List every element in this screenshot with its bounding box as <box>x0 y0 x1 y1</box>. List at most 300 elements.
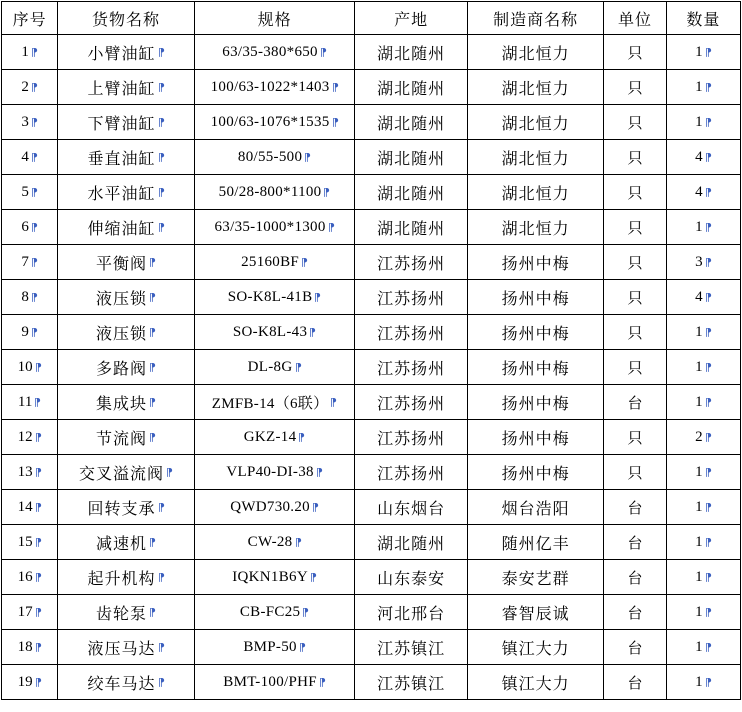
cell-name-text: 回转支承 <box>87 498 156 518</box>
cell-name <box>58 455 195 490</box>
cell-spec-text: 100/63-1022*1403 <box>210 79 330 95</box>
cell-origin <box>355 35 467 70</box>
table-row <box>2 665 741 700</box>
cell-qty-text: 1 <box>695 44 703 60</box>
table-row <box>2 315 741 350</box>
cell-spec <box>194 665 355 700</box>
cell-qty-text: 1 <box>695 499 703 515</box>
cell-name <box>58 280 195 315</box>
paragraph-end-mark-icon: ¶ <box>311 501 319 514</box>
cell-maker <box>467 665 604 700</box>
cell-unit-text: 只 <box>627 218 643 237</box>
cell-spec <box>194 175 355 210</box>
cell-maker <box>467 210 604 245</box>
paragraph-end-mark-icon: ¶ <box>157 640 165 654</box>
cell-qty <box>666 490 740 525</box>
cell-name-text: 减速机 <box>95 533 147 553</box>
cell-name-text: 起升机构 <box>87 568 156 588</box>
cell-origin-text: 湖北随州 <box>377 113 446 133</box>
paragraph-end-mark-icon: ¶ <box>318 676 326 689</box>
cell-unit-text: 只 <box>627 43 643 62</box>
paragraph-end-mark-icon: ¶ <box>704 326 712 339</box>
cell-name <box>58 525 195 560</box>
cell-maker <box>467 175 604 210</box>
cell-origin <box>355 175 467 210</box>
cell-seq-text: 13 <box>17 464 33 480</box>
cell-maker <box>467 245 604 280</box>
cell-origin-text: 山东烟台 <box>377 498 446 518</box>
cell-name <box>58 560 195 595</box>
header-row <box>2 2 741 35</box>
paragraph-end-mark-icon: ¶ <box>704 361 712 374</box>
paragraph-end-mark-icon: ¶ <box>704 536 712 549</box>
paragraph-end-mark-icon: ¶ <box>30 116 38 129</box>
cell-seq <box>2 105 58 140</box>
cell-maker <box>467 490 604 525</box>
cell-unit-text: 只 <box>627 463 643 482</box>
cell-seq <box>2 315 58 350</box>
cell-qty <box>666 280 740 315</box>
cell-qty-text: 1 <box>695 674 703 690</box>
cell-spec-text: CB-FC25 <box>239 604 301 620</box>
column-header-maker-label: 制造商名称 <box>493 9 579 29</box>
cell-spec <box>194 105 355 140</box>
paragraph-end-mark-icon: ¶ <box>157 570 165 584</box>
column-header-unit <box>604 2 666 35</box>
cell-origin-text: 湖北随州 <box>377 218 446 238</box>
cell-maker <box>467 630 604 665</box>
cell-name <box>58 595 195 630</box>
cell-origin <box>355 385 467 420</box>
cell-maker-text: 烟台浩阳 <box>501 498 570 518</box>
column-header-origin-label: 产地 <box>394 9 429 29</box>
cell-spec <box>194 420 355 455</box>
cell-name-text: 下臂油缸 <box>87 113 156 133</box>
cell-seq <box>2 35 58 70</box>
cell-unit <box>604 175 666 210</box>
cell-spec <box>194 315 355 350</box>
paragraph-end-mark-icon: ¶ <box>34 501 42 514</box>
cell-qty-text: 1 <box>695 569 703 585</box>
cell-origin <box>355 315 467 350</box>
cell-origin <box>355 245 467 280</box>
cell-name <box>58 245 195 280</box>
cell-qty <box>666 595 740 630</box>
cell-seq <box>2 350 58 385</box>
paragraph-end-mark-icon: ¶ <box>704 641 712 654</box>
cell-origin <box>355 490 467 525</box>
cell-name <box>58 665 195 700</box>
cell-spec-text: BMT-100/PHF <box>223 674 317 690</box>
cell-origin <box>355 595 467 630</box>
cell-unit-text: 台 <box>627 393 643 412</box>
paragraph-end-mark-icon: ¶ <box>149 605 156 619</box>
cell-spec-text: BMP-50 <box>243 639 297 655</box>
cell-seq <box>2 420 58 455</box>
paragraph-end-mark-icon: ¶ <box>331 116 339 129</box>
paragraph-end-mark-icon: ¶ <box>34 606 42 619</box>
cell-maker-text: 镇江大力 <box>501 673 570 693</box>
paragraph-end-mark-icon: ¶ <box>157 150 165 164</box>
cell-seq-text: 4 <box>21 149 29 165</box>
cell-spec <box>194 560 355 595</box>
cell-spec-text: SO-K8L-41B <box>227 289 313 305</box>
column-header-name-label: 货物名称 <box>91 9 160 29</box>
cell-qty-text: 3 <box>695 254 703 270</box>
cell-name <box>58 630 195 665</box>
paragraph-end-mark-icon: ¶ <box>314 291 322 304</box>
cell-maker-text: 扬州中梅 <box>501 288 570 308</box>
cell-spec <box>194 210 355 245</box>
cell-origin-text: 江苏镇江 <box>377 673 446 693</box>
cell-name-text: 多路阀 <box>95 358 147 378</box>
cell-name <box>58 315 195 350</box>
cell-maker-text: 泰安艺群 <box>501 568 570 588</box>
table-row <box>2 385 741 420</box>
cell-name <box>58 210 195 245</box>
cell-origin-text: 湖北随州 <box>377 148 446 168</box>
cell-qty <box>666 315 740 350</box>
paragraph-end-mark-icon: ¶ <box>149 290 156 304</box>
cell-unit-text: 只 <box>627 78 643 97</box>
cell-maker <box>467 140 604 175</box>
cell-maker <box>467 280 604 315</box>
cell-qty <box>666 105 740 140</box>
paragraph-end-mark-icon: ¶ <box>327 221 335 234</box>
cell-seq <box>2 385 58 420</box>
cell-spec <box>194 525 355 560</box>
table-row <box>2 105 741 140</box>
cell-spec-text: 63/35-380*650 <box>222 44 318 60</box>
cell-qty <box>666 560 740 595</box>
cell-seq-text: 11 <box>17 394 33 410</box>
paragraph-end-mark-icon: ¶ <box>34 431 42 444</box>
paragraph-end-mark-icon: ¶ <box>34 536 42 549</box>
cell-seq <box>2 525 58 560</box>
cell-name-text: 绞车马达 <box>87 673 156 693</box>
paragraph-end-mark-icon: ¶ <box>157 80 165 94</box>
cell-seq <box>2 595 58 630</box>
cell-spec-text: GKZ-14 <box>243 429 297 445</box>
table-row <box>2 140 741 175</box>
cell-seq <box>2 280 58 315</box>
cell-name <box>58 35 195 70</box>
cell-name-text: 液压锁 <box>95 323 147 343</box>
cell-unit <box>604 70 666 105</box>
cell-origin-text: 湖北随州 <box>377 43 446 63</box>
cell-seq <box>2 140 58 175</box>
cell-unit-text: 只 <box>627 113 643 132</box>
cell-origin-text: 江苏扬州 <box>377 253 446 273</box>
cell-name <box>58 420 195 455</box>
cell-qty-text: 1 <box>695 604 703 620</box>
cell-seq-text: 16 <box>17 569 33 585</box>
cell-qty <box>666 630 740 665</box>
paragraph-end-mark-icon: ¶ <box>34 466 42 479</box>
cell-name <box>58 105 195 140</box>
cell-seq <box>2 70 58 105</box>
cell-maker <box>467 560 604 595</box>
paragraph-end-mark-icon: ¶ <box>301 256 309 269</box>
paragraph-end-mark-icon: ¶ <box>323 186 331 199</box>
cell-unit-text: 只 <box>627 253 643 272</box>
cell-qty-text: 2 <box>695 429 703 445</box>
cell-spec-text: 25160BF <box>241 254 300 270</box>
paragraph-end-mark-icon: ¶ <box>34 676 42 689</box>
cell-maker-text: 扬州中梅 <box>501 463 570 483</box>
cell-origin-text: 江苏镇江 <box>377 638 446 658</box>
cell-name <box>58 490 195 525</box>
paragraph-end-mark-icon: ¶ <box>30 256 38 269</box>
cell-spec-text: QWD730.20 <box>230 499 310 515</box>
cell-name-text: 垂直油缸 <box>87 148 156 168</box>
cell-origin <box>355 665 467 700</box>
cell-seq-text: 18 <box>17 639 33 655</box>
cell-maker <box>467 315 604 350</box>
cell-name-text: 交叉溢流阀 <box>78 463 164 483</box>
cell-maker <box>467 455 604 490</box>
cell-origin <box>355 140 467 175</box>
cell-maker-text: 扬州中梅 <box>501 393 570 413</box>
cell-spec <box>194 245 355 280</box>
cell-maker-text: 湖北恒力 <box>501 43 570 63</box>
cell-name <box>58 70 195 105</box>
cell-origin-text: 湖北随州 <box>377 183 446 203</box>
paragraph-end-mark-icon: ¶ <box>166 465 173 479</box>
cell-maker <box>467 420 604 455</box>
column-header-name <box>58 2 195 35</box>
cell-unit <box>604 560 666 595</box>
paragraph-end-mark-icon: ¶ <box>302 606 310 619</box>
cell-origin-text: 江苏扬州 <box>377 358 446 378</box>
cell-qty-text: 1 <box>695 324 703 340</box>
cell-qty <box>666 140 740 175</box>
cell-unit <box>604 420 666 455</box>
paragraph-end-mark-icon: ¶ <box>149 535 156 549</box>
paragraph-end-mark-icon: ¶ <box>331 81 339 94</box>
cell-seq <box>2 665 58 700</box>
cell-unit-text: 只 <box>627 148 643 167</box>
cell-seq-text: 14 <box>17 499 33 515</box>
table-row <box>2 245 741 280</box>
column-header-seq-label: 序号 <box>12 9 47 29</box>
cell-unit <box>604 210 666 245</box>
cell-maker-text: 湖北恒力 <box>501 183 570 203</box>
cell-seq <box>2 455 58 490</box>
table-header <box>2 2 741 35</box>
paragraph-end-mark-icon: ¶ <box>34 571 42 584</box>
cell-seq-text: 8 <box>21 289 29 305</box>
table-row <box>2 210 741 245</box>
cell-maker-text: 扬州中梅 <box>501 428 570 448</box>
cell-spec <box>194 595 355 630</box>
cell-unit-text: 台 <box>627 533 643 552</box>
cell-qty <box>666 175 740 210</box>
cell-seq-text: 19 <box>17 674 33 690</box>
cell-qty <box>666 350 740 385</box>
cell-spec-text: 100/63-1076*1535 <box>210 114 330 130</box>
cell-seq-text: 2 <box>21 79 29 95</box>
paragraph-end-mark-icon: ¶ <box>704 431 712 444</box>
paragraph-end-mark-icon: ¶ <box>309 571 317 584</box>
cell-seq <box>2 175 58 210</box>
table-row <box>2 175 741 210</box>
cell-unit <box>604 385 666 420</box>
cell-unit <box>604 525 666 560</box>
cell-spec-text: 80/55-500 <box>237 149 303 165</box>
paragraph-end-mark-icon: ¶ <box>704 151 712 164</box>
paragraph-end-mark-icon: ¶ <box>157 220 165 234</box>
table-row <box>2 420 741 455</box>
cell-unit-text: 台 <box>627 568 643 587</box>
cell-unit <box>604 140 666 175</box>
cell-name-text: 上臂油缸 <box>87 78 156 98</box>
cell-origin-text: 湖北随州 <box>377 533 446 553</box>
cell-name-text: 平衡阀 <box>95 253 147 273</box>
paragraph-end-mark-icon: ¶ <box>319 46 327 59</box>
cell-origin-text: 江苏扬州 <box>377 288 446 308</box>
cell-seq <box>2 490 58 525</box>
cell-origin <box>355 350 467 385</box>
table-body <box>2 35 741 700</box>
column-header-maker <box>467 2 604 35</box>
cell-qty-text: 1 <box>695 639 703 655</box>
cell-seq-text: 12 <box>17 429 33 445</box>
cell-spec-text: DL-8G <box>247 359 293 375</box>
cell-seq-text: 17 <box>17 604 33 620</box>
cell-unit-text: 只 <box>627 428 643 447</box>
paragraph-end-mark-icon: ¶ <box>315 466 323 479</box>
cell-name-text: 集成块 <box>95 393 147 413</box>
cell-name-text: 伸缩油缸 <box>87 218 156 238</box>
cell-spec <box>194 455 355 490</box>
cell-seq-text: 5 <box>21 184 29 200</box>
cell-unit-text: 只 <box>627 358 643 377</box>
cell-qty <box>666 385 740 420</box>
cell-name <box>58 140 195 175</box>
cell-name-text: 液压锁 <box>95 288 147 308</box>
cell-qty-text: 4 <box>695 149 703 165</box>
cell-spec-text: VLP40-DI-38 <box>226 464 314 480</box>
cell-origin-text: 河北邢台 <box>377 603 446 623</box>
cell-maker-text: 扬州中梅 <box>501 358 570 378</box>
table-row <box>2 525 741 560</box>
paragraph-end-mark-icon: ¶ <box>704 466 712 479</box>
paragraph-end-mark-icon: ¶ <box>704 116 712 129</box>
cell-origin <box>355 280 467 315</box>
cell-spec <box>194 490 355 525</box>
cell-unit-text: 台 <box>627 638 643 657</box>
cell-unit-text: 台 <box>627 498 643 517</box>
paragraph-end-mark-icon: ¶ <box>30 46 38 59</box>
cell-qty-text: 1 <box>695 219 703 235</box>
cell-spec <box>194 350 355 385</box>
cell-seq-text: 3 <box>21 114 29 130</box>
table-row <box>2 35 741 70</box>
cell-qty-text: 1 <box>695 394 703 410</box>
cell-spec-text: SO-K8L-43 <box>232 324 308 340</box>
paragraph-end-mark-icon: ¶ <box>294 361 302 374</box>
paragraph-end-mark-icon: ¶ <box>30 186 38 199</box>
cell-maker-text: 湖北恒力 <box>501 78 570 98</box>
cell-seq-text: 6 <box>21 219 29 235</box>
cell-qty-text: 1 <box>695 79 703 95</box>
cell-origin <box>355 420 467 455</box>
cell-unit <box>604 280 666 315</box>
paragraph-end-mark-icon: ¶ <box>294 536 302 549</box>
cell-seq <box>2 245 58 280</box>
cell-qty-text: 1 <box>695 464 703 480</box>
column-header-qty <box>666 2 740 35</box>
cell-unit-text: 只 <box>627 323 643 342</box>
cell-unit <box>604 595 666 630</box>
cell-maker-text: 镇江大力 <box>501 638 570 658</box>
paragraph-end-mark-icon: ¶ <box>149 255 156 269</box>
cell-qty-text: 1 <box>695 359 703 375</box>
table-row <box>2 560 741 595</box>
cell-maker-text: 睿智辰诚 <box>501 603 570 623</box>
paragraph-end-mark-icon: ¶ <box>157 45 165 59</box>
paragraph-end-mark-icon: ¶ <box>330 395 338 409</box>
paragraph-end-mark-icon: ¶ <box>704 571 712 584</box>
cell-unit <box>604 665 666 700</box>
cell-unit <box>604 455 666 490</box>
cell-qty <box>666 210 740 245</box>
cell-maker-text: 湖北恒力 <box>501 148 570 168</box>
cell-qty <box>666 525 740 560</box>
cell-qty-text: 1 <box>695 114 703 130</box>
cell-spec <box>194 385 355 420</box>
cell-spec <box>194 35 355 70</box>
paragraph-end-mark-icon: ¶ <box>704 396 712 409</box>
paragraph-end-mark-icon: ¶ <box>704 501 712 514</box>
cell-maker-text: 湖北恒力 <box>501 113 570 133</box>
paragraph-end-mark-icon: ¶ <box>309 326 317 339</box>
paragraph-end-mark-icon: ¶ <box>30 221 38 234</box>
paragraph-end-mark-icon: ¶ <box>30 81 38 94</box>
paragraph-end-mark-icon: ¶ <box>30 326 38 339</box>
cell-seq-text: 7 <box>21 254 29 270</box>
cell-origin <box>355 210 467 245</box>
cell-origin-text: 湖北随州 <box>377 78 446 98</box>
cell-origin-text: 山东泰安 <box>377 568 446 588</box>
cell-origin <box>355 455 467 490</box>
paragraph-end-mark-icon: ¶ <box>157 675 165 689</box>
cell-spec <box>194 70 355 105</box>
cell-origin <box>355 630 467 665</box>
cell-seq-text: 9 <box>21 324 29 340</box>
cell-unit <box>604 630 666 665</box>
cell-maker <box>467 385 604 420</box>
paragraph-end-mark-icon: ¶ <box>157 185 165 199</box>
cell-origin-text: 江苏扬州 <box>377 463 446 483</box>
cell-seq <box>2 560 58 595</box>
paragraph-end-mark-icon: ¶ <box>704 256 712 269</box>
cell-seq-text: 10 <box>17 359 33 375</box>
cell-name <box>58 175 195 210</box>
cell-qty <box>666 70 740 105</box>
paragraph-end-mark-icon: ¶ <box>30 291 38 304</box>
cell-seq <box>2 210 58 245</box>
cell-qty-text: 4 <box>695 289 703 305</box>
cell-maker <box>467 70 604 105</box>
table-row <box>2 455 741 490</box>
column-header-spec-label: 规格 <box>257 9 292 29</box>
paragraph-end-mark-icon: ¶ <box>157 500 165 514</box>
table-row <box>2 280 741 315</box>
cell-qty <box>666 665 740 700</box>
cell-unit-text: 台 <box>627 603 643 622</box>
